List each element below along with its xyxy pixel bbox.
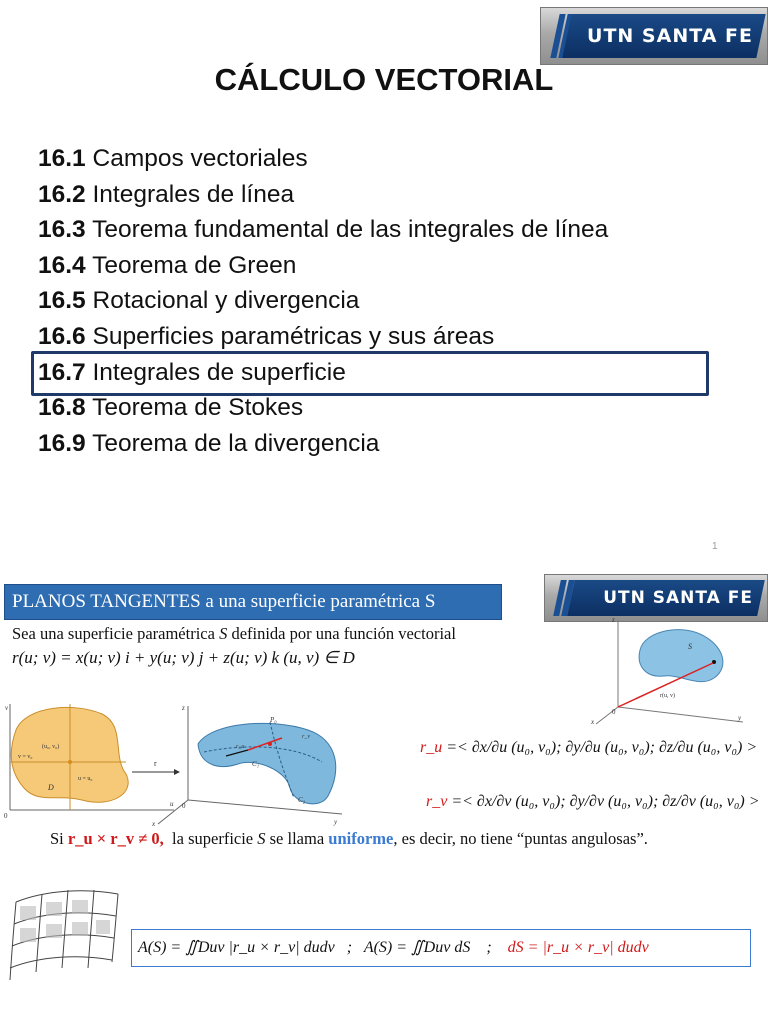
origin-label: 0 <box>612 708 616 716</box>
surface-figure-mid <box>152 700 352 830</box>
ru-formula: r_u =< ∂x/∂u (u₀, v₀); ∂y/∂u (u₀, v₀); ∂z/∂u (u₀, v₀) > <box>420 739 758 756</box>
list-item: 16.2 Integrales de línea <box>38 180 295 208</box>
region-D-label: D <box>48 783 54 792</box>
origin-label: 0 <box>182 802 186 810</box>
vector-function: r(u; v) = x(u; v) i + y(u; v) j + z(u; v) k (u, v) ∈ D <box>12 648 355 667</box>
v-line-label: v = v₀ <box>18 754 33 760</box>
uniform-condition: Si r_u × r_v ≠ 0, la superficie S se llama uniforme, es decir, no tiene “puntas angulosas”. <box>50 829 648 848</box>
P0-label: P₀ <box>270 716 277 724</box>
list-item: 16.8 Teorema de Stokes <box>38 394 304 422</box>
map-r-label: r <box>154 759 157 768</box>
list-item: 16.6 Superficies paramétricas y sus áreas <box>38 322 495 350</box>
x-axis-label: x <box>591 718 595 726</box>
z-axis-label: z <box>612 616 615 624</box>
y-axis-label: y <box>334 818 338 826</box>
page-number: 1 <box>712 541 718 552</box>
C1-label: C₁ <box>252 760 260 768</box>
area-formula-box: A(S) = ∬Duv |r_u × r_v| dudv ; A(S) = ∬Duv dS ; dS = |r_u × r_v| dudv <box>131 929 751 967</box>
x-axis-label: x <box>152 820 156 828</box>
v-axis-label: v <box>5 704 9 712</box>
surface-figure-right <box>588 612 748 732</box>
origin-label: 0 <box>4 812 8 820</box>
section-banner: PLANOS TANGENTES a una superficie paramétrica S <box>4 584 502 620</box>
highlight-box <box>31 351 709 396</box>
list-item: 16.5 Rotacional y divergencia <box>38 287 360 315</box>
logo-text: UTN SANTA FE <box>603 588 753 608</box>
surface-grid-figure <box>6 880 124 990</box>
point-label: (u₀, v₀) <box>42 744 60 750</box>
list-item: 16.9 Teorema de la divergencia <box>38 429 380 457</box>
r-vector-label: r(u, v) <box>660 693 675 699</box>
y-axis-label: y <box>738 714 742 722</box>
intro-text: Sea una superficie paramétrica S definida por una función vectorial <box>12 624 456 643</box>
utn-logo <box>540 7 768 65</box>
page-title: CÁLCULO VECTORIAL <box>214 62 554 97</box>
list-item: 16.4 Teorema de Green <box>38 251 297 279</box>
list-item: 16.3 Teorema fundamental de las integrales de línea <box>38 216 609 244</box>
surface-S-label: S <box>688 642 692 651</box>
slide-2 <box>0 562 768 1024</box>
section-list <box>38 142 608 462</box>
rv-formula: r_v =< ∂x/∂v (u₀, v₀); ∂y/∂v (u₀, v₀); ∂z/∂v (u₀, v₀) > <box>426 793 760 810</box>
C2-label: C₂ <box>298 796 306 804</box>
z-axis-label: z <box>182 704 185 712</box>
list-item-highlighted: 16.7 Integrales de superficie <box>38 358 346 386</box>
logo-text: UTN SANTA FE <box>587 25 753 47</box>
list-item: 16.1 Campos vectoriales <box>38 145 308 172</box>
ru-label: r_u <box>236 744 245 750</box>
u-axis-label: u <box>170 800 174 808</box>
rv-label: r_v <box>302 734 310 740</box>
u-line-label: u = u₀ <box>78 776 93 782</box>
